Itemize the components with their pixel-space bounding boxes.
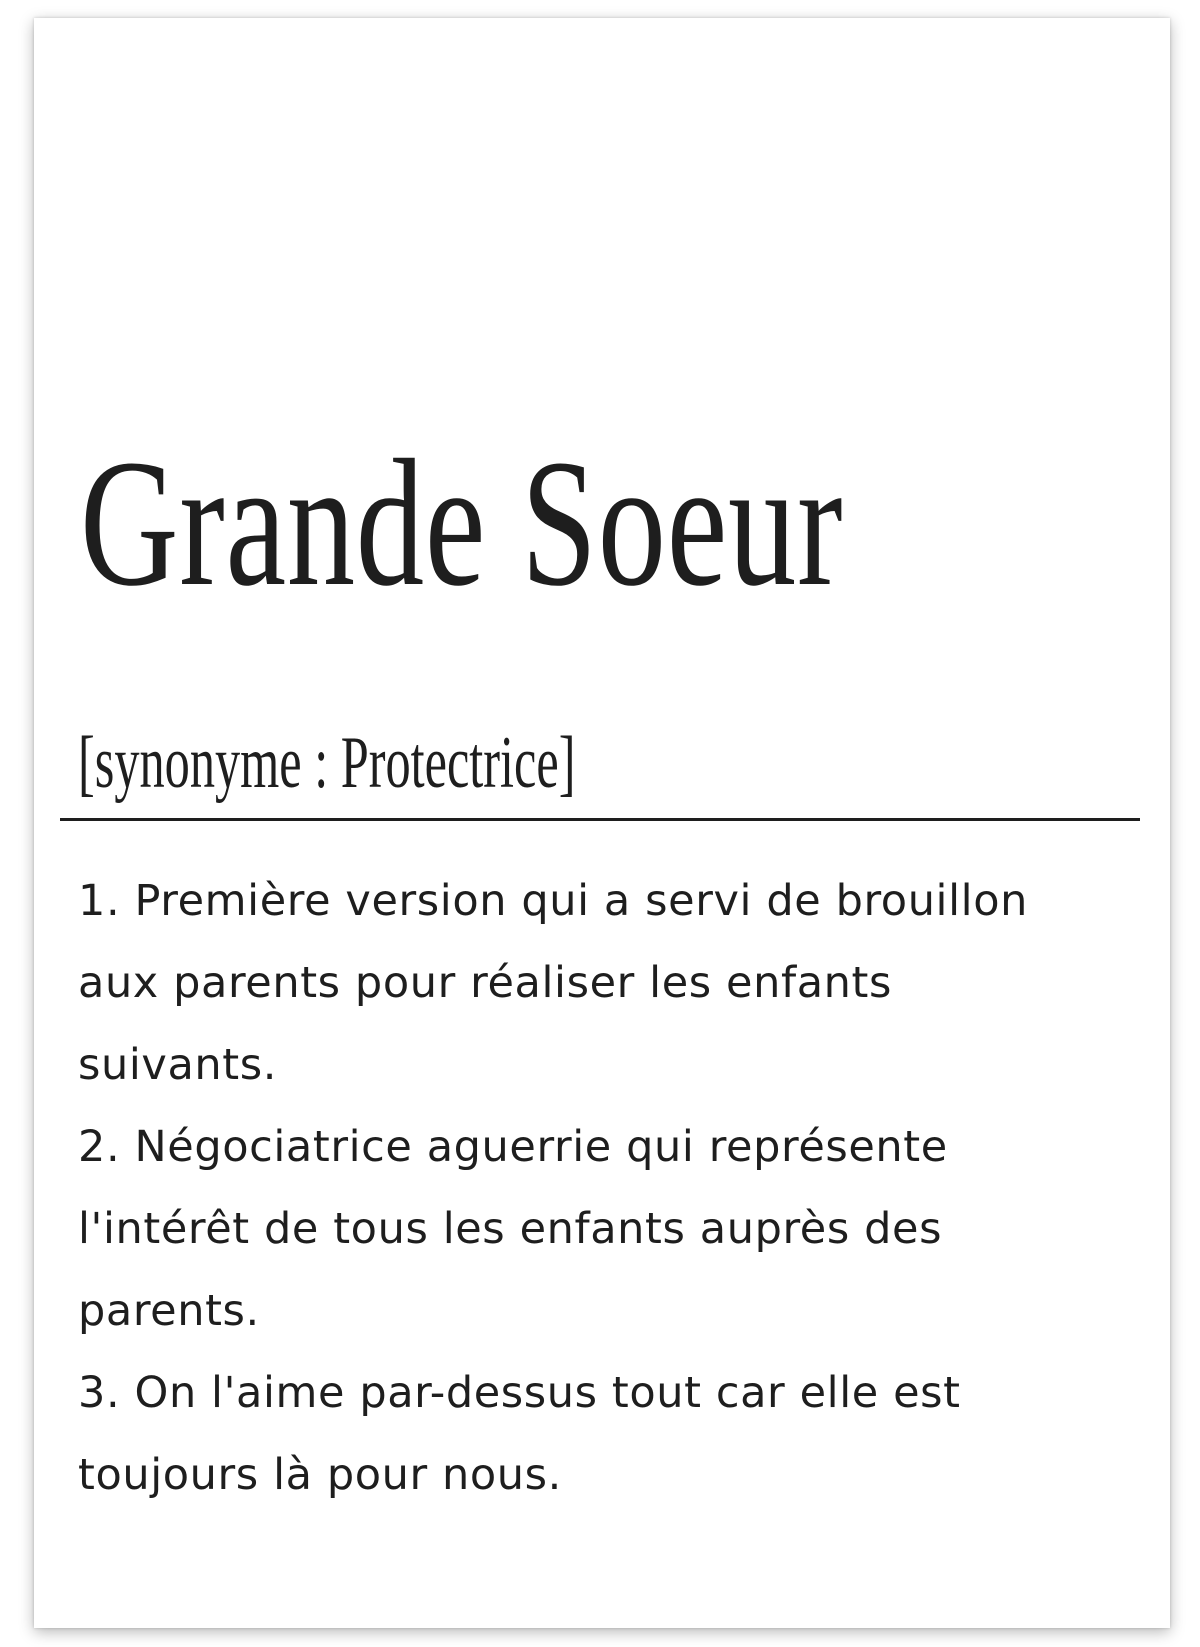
definition-line: 3. On l'aime par-dessus tout car elle est	[78, 1368, 961, 1418]
definition-line: 2. Négociatrice aguerrie qui représente	[78, 1122, 948, 1172]
definition-line: 1. Première version qui a servi de brouillon	[78, 876, 1028, 926]
definition-line: parents.	[78, 1286, 260, 1336]
definition-line: suivants.	[78, 1040, 277, 1090]
poster	[34, 18, 1170, 1628]
divider-rule	[60, 818, 1140, 821]
poster-title: Grande Soeur	[80, 423, 844, 624]
definition-list	[78, 860, 1128, 1516]
definition-line: aux parents pour réaliser les enfants	[78, 958, 892, 1008]
definition-line: l'intérêt de tous les enfants auprès des	[78, 1204, 943, 1254]
synonym-line: [synonyme : Protectrice]	[78, 722, 576, 804]
definition-line: toujours là pour nous.	[78, 1450, 562, 1500]
